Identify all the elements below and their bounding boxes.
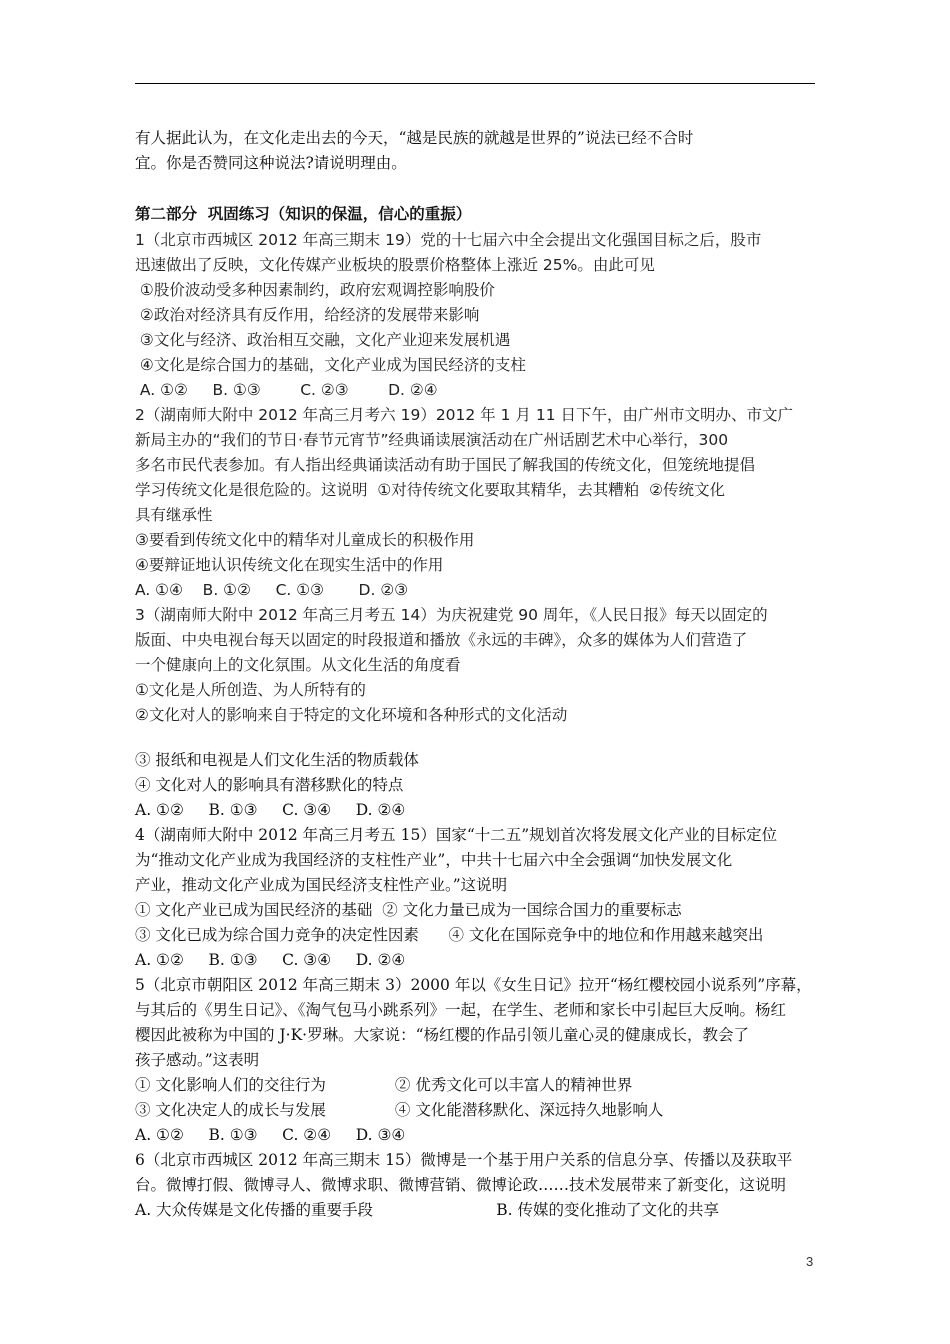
question-2-line: 多名市民代表参加。有人指出经典诵读活动有助于国民了解我国的传统文化，但笼统地提倡 xyxy=(135,456,756,474)
question-5-option: ① 文化影响人们的交往行为 ② 优秀文化可以丰富人的精神世界 xyxy=(135,1076,633,1094)
question-1-option: ②政治对经济具有反作用，给经济的发展带来影响 xyxy=(135,306,480,324)
question-2-line: 学习传统文化是很危险的。这说明 ①对待传统文化要取其精华，去其糟粕 ②传统文化 xyxy=(135,481,726,499)
question-1-option: ①股价波动受多种因素制约，政府宏观调控影响股价 xyxy=(135,281,495,299)
intro-line: 有人据此认为，在文化走出去的今天，“越是民族的就越是世界的”说法已经不合时 xyxy=(135,129,694,147)
question-2-option: ③要看到传统文化中的精华对儿童成长的积极作用 xyxy=(135,531,475,549)
question-2-line: 具有继承性 xyxy=(135,506,213,524)
question-2-line: 新局主办的“我们的节日·春节元宵节”经典诵读展演活动在广州话剧艺术中心举行，300 xyxy=(135,431,729,449)
question-2-option: ④要辩证地认识传统文化在现实生活中的作用 xyxy=(135,556,444,574)
page-number: 3 xyxy=(806,1254,814,1269)
question-3-line: 3（湖南师大附中 2012 年高三月考五 14）为庆祝建党 90 周年，《人民日报》每天以固定的 xyxy=(135,606,768,624)
header-rule xyxy=(135,83,815,84)
intro-line: 宜。你是否赞同这种说法?请说明理由。 xyxy=(135,154,407,172)
question-3-line: 版面、中央电视台每天以固定的时段报道和播放《永远的丰碑》，众多的媒体为人们营造了 xyxy=(135,631,748,649)
question-5-line: 5（北京市朝阳区 2012 年高三期末 3）2000 年以《女生日记》拉开“杨红樱校园小说系列”序幕， xyxy=(135,976,812,994)
question-6-line: 6（北京市西城区 2012 年高三期末 15）微博是一个基于用户关系的信息分享、传播以及获取平 xyxy=(135,1151,793,1169)
question-3-choices: A. ①② B. ①③ C. ③④ D. ②④ xyxy=(135,801,406,819)
question-4-option: ① 文化产业已成为国民经济的基础 ② 文化力量已成为一国综合国力的重要标志 xyxy=(135,901,682,919)
question-5-choices: A. ①② B. ①③ C. ②④ D. ③④ xyxy=(135,1126,406,1144)
question-5-line: 樱因此被称为中国的 J·K·罗琳。大家说：“杨红樱的作品引领儿童心灵的健康成长，教会了 xyxy=(135,1026,750,1044)
question-1-line: 迅速做出了反映，文化传媒产业板块的股票价格整体上涨近 25%。由此可见 xyxy=(135,256,655,274)
question-1-option: ④文化是综合国力的基础，文化产业成为国民经济的支柱 xyxy=(135,356,526,374)
question-3-option: ③ 报纸和电视是人们文化生活的物质载体 xyxy=(135,751,419,769)
question-2-choices: A. ①④ B. ①② C. ①③ D. ②③ xyxy=(135,581,409,599)
question-5-line: 孩子感动。”这表明 xyxy=(135,1051,260,1069)
question-4-line: 为“推动文化产业成为我国经济的支柱性产业”，中共十七届六中全会强调“加快发展文化 xyxy=(135,851,733,869)
question-3-option: ④ 文化对人的影响具有潜移默化的特点 xyxy=(135,776,404,794)
question-3-line: 一个健康向上的文化氛围。从文化生活的角度看 xyxy=(135,656,461,674)
question-2-line: 2（湖南师大附中 2012 年高三月考六 19）2012 年 1 月 11 日下午，由广州市文明办、市文广 xyxy=(135,406,793,424)
question-3-option: ②文化对人的影响来自于特定的文化环境和各种形式的文化活动 xyxy=(135,706,568,724)
question-1-choices: A. ①② B. ①③ C. ②③ D. ②④ xyxy=(135,381,438,399)
question-4-line: 4（湖南师大附中 2012 年高三月考五 15）国家“十二五”规划首次将发展文化产业的目标定位 xyxy=(135,826,778,844)
question-6-choices: A. 大众传媒是文化传播的重要手段 B. 传媒的变化推动了文化的共享 xyxy=(135,1201,719,1219)
question-5-line: 与其后的《男生日记》、《淘气包马小跳系列》一起，在学生、老师和家长中引起巨大反响。杨红 xyxy=(135,1001,787,1019)
question-4-option: ③ 文化已成为综合国力竞争的决定性因素 ④ 文化在国际竞争中的地位和作用越来越突出 xyxy=(135,926,764,944)
question-3-option: ①文化是人所创造、为人所特有的 xyxy=(135,681,366,699)
question-5-option: ③ 文化决定人的成长与发展 ④ 文化能潜移默化、深远持久地影响人 xyxy=(135,1101,664,1119)
section-heading: 第二部分 巩固练习（知识的保温，信心的重振） xyxy=(135,205,472,223)
question-1-line: 1（北京市西城区 2012 年高三期末 19）党的十七届六中全会提出文化强国目标之后，股市 xyxy=(135,231,762,249)
question-4-choices: A. ①② B. ①③ C. ③④ D. ②④ xyxy=(135,951,406,969)
question-4-line: 产业，推动文化产业成为国民经济支柱性产业。”这说明 xyxy=(135,876,508,894)
question-1-option: ③文化与经济、政治相互交融，文化产业迎来发展机遇 xyxy=(135,331,511,349)
question-6-line: 台。微博打假、微博寻人、微博求职、微博营销、微博论政……技术发展带来了新变化，这说明 xyxy=(135,1176,787,1194)
